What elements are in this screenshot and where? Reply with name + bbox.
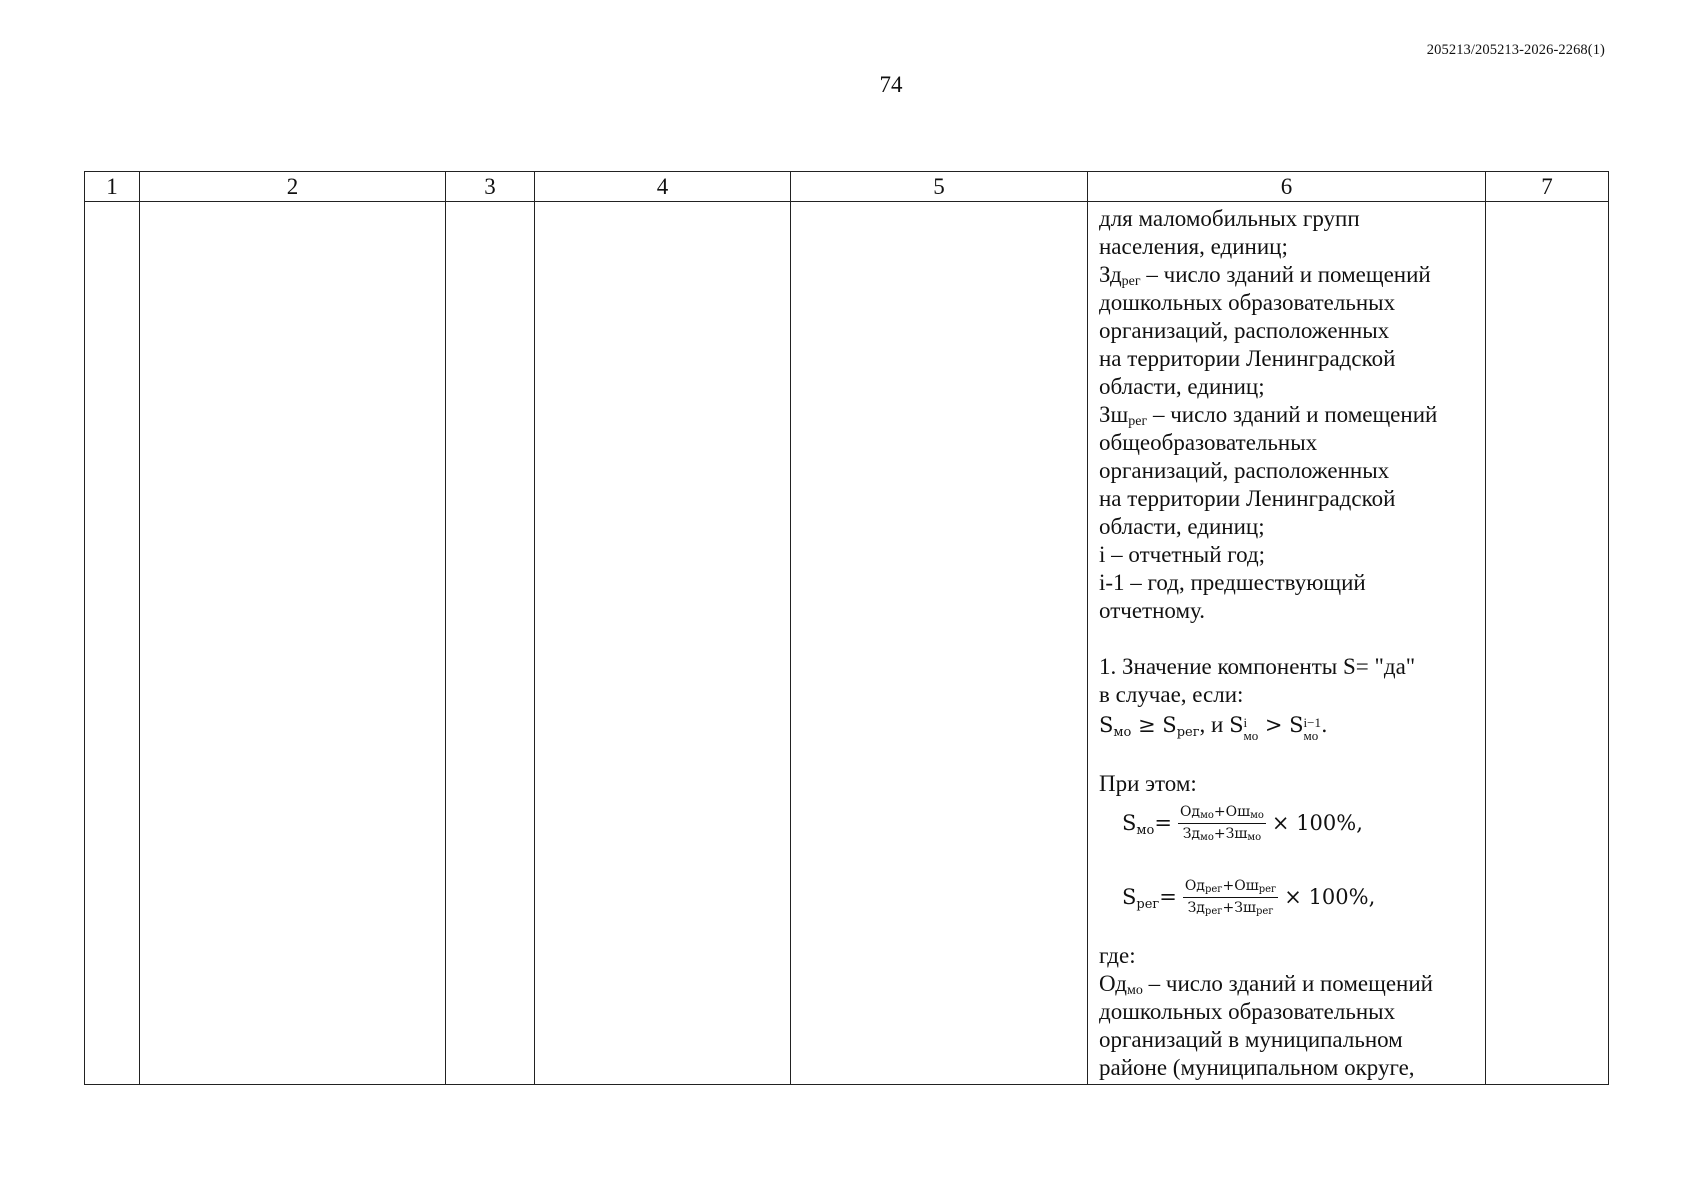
- formula-s-reg: $S_{рег}$ = $\frac{Од_{рег}+Ош_{рег}}{Зд_{рег}+Зш_{рег}}$ × 100%,: [1122, 877, 1376, 917]
- column-header-3: 3: [446, 172, 535, 202]
- text-line: районе (муниципальном округе,: [1099, 1055, 1415, 1080]
- cell-col-6: [1088, 202, 1486, 1085]
- column-header-2: 2: [140, 172, 446, 202]
- cell-col-5: [791, 202, 1088, 1085]
- text-line: организаций, расположенных: [1099, 458, 1390, 483]
- text-line: населения, единиц;: [1099, 234, 1288, 259]
- text-line: области, единиц;: [1099, 374, 1265, 399]
- column-number-row: [85, 172, 1609, 202]
- cell-col-7: [1486, 202, 1609, 1085]
- text-line: i – отчетный год;: [1099, 542, 1266, 567]
- fraction: $\frac{Од_{мо}+Ош_{мо}}{Зд_{мо}+Зш_{мо}}$: [1179, 803, 1264, 843]
- column-header-4: 4: [535, 172, 791, 202]
- text-line: i-1 – год, предшествующий: [1099, 570, 1366, 595]
- formula-s-mo: $S_{мо}$ = $\frac{Од_{мо}+Ош_{мо}}{Зд_{мо}+Зш_{мо}}$ × 100%,: [1122, 803, 1363, 843]
- column-header-1: 1: [85, 172, 140, 202]
- condition-line: в случае, если:: [1099, 682, 1244, 707]
- text-line: на территории Ленинградской: [1099, 486, 1396, 511]
- text-line: дошкольных образовательных: [1099, 290, 1396, 315]
- condition-line: 1. Значение компоненты S= "да": [1099, 654, 1416, 679]
- zd-reg-definition: $Зд_{рег}$ – число зданий и помещений: [1099, 262, 1431, 289]
- text-line: дошкольных образовательных: [1099, 999, 1396, 1024]
- cell-col-2: [140, 202, 446, 1085]
- column-header-7: 7: [1486, 172, 1609, 202]
- text-line: на территории Ленинградской: [1099, 346, 1396, 371]
- text-line: При этом:: [1099, 771, 1197, 796]
- table-row: [85, 202, 1609, 1085]
- condition-formula: $S_{мо} \ge S_{рег}$, и S i мо > S i−1 мо .: [1099, 712, 1328, 743]
- text-line: для маломобильных групп: [1099, 206, 1360, 231]
- zsh-reg-definition: $Зш_{рег}$ – число зданий и помещений: [1099, 402, 1438, 429]
- od-mo-definition: $Од_{мо}$ – число зданий и помещений: [1099, 971, 1433, 998]
- text-line: области, единиц;: [1099, 514, 1265, 539]
- cell-col-1: [85, 202, 140, 1085]
- document-id: 205213/205213-2026-2268(1): [1426, 42, 1605, 58]
- fraction: $\frac{Од_{рег}+Ош_{рег}}{Зд_{рег}+Зш_{рег}}$: [1184, 877, 1277, 917]
- column-header-5: 5: [791, 172, 1088, 202]
- text-line: где:: [1099, 943, 1136, 968]
- text-line: организаций, расположенных: [1099, 318, 1390, 343]
- page-number: 74: [879, 72, 903, 97]
- text-line: организаций в муниципальном: [1099, 1027, 1403, 1052]
- text-line: общеобразовательных: [1099, 430, 1318, 455]
- text-line: отчетному.: [1099, 598, 1205, 623]
- cell-col-3: [446, 202, 535, 1085]
- cell-col-4: [535, 202, 791, 1085]
- column-header-6: 6: [1088, 172, 1486, 202]
- data-table: [84, 171, 1609, 1085]
